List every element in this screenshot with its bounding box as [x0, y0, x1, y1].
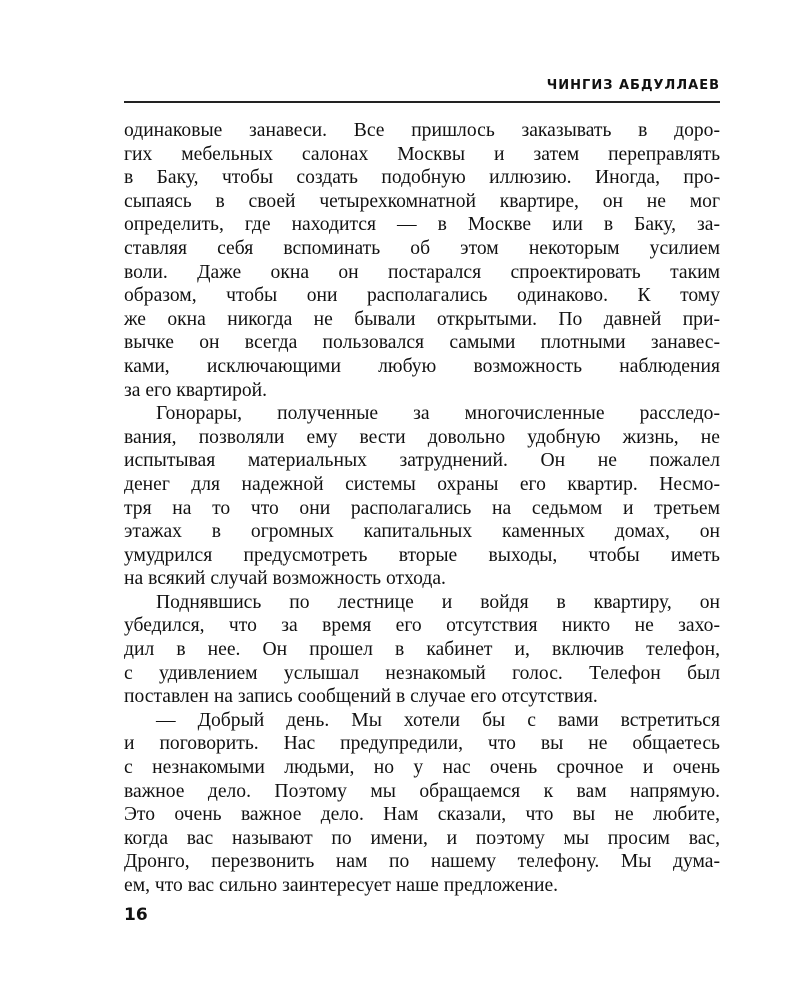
text-line: гих мебельных салонах Москвы и затем переправлять [124, 143, 720, 165]
text-line: вания, позволяли ему вести довольно удобную жизнь, не [124, 426, 720, 448]
text-line: испытывая материальных затруднений. Он не пожалел [124, 450, 720, 472]
text-line: же окна никогда не бывали открытыми. По давней при- [124, 308, 720, 330]
text-line: ками, исключающими любую возможность наблюдения [124, 355, 720, 377]
text-line: воли. Даже окна он постарался спроектировать таким [124, 261, 720, 283]
text-line: за его квартирой. [124, 379, 268, 401]
text-line: вычке он всегда пользовался самыми плотными занавес- [124, 332, 720, 354]
text-line: с удивлением услышал незнакомый голос. Телефон был [124, 662, 720, 684]
paragraph-2 [124, 402, 720, 591]
paragraph-1 [124, 119, 720, 402]
body-text [124, 119, 720, 898]
running-header: ЧИНГИЗ АБДУЛЛАЕВ [546, 78, 720, 93]
text-line: определить, где находится — в Москве или в Баку, за- [124, 214, 720, 236]
text-line: ем, что вас сильно заинтересует наше предложение. [124, 875, 559, 896]
text-line: дил в нее. Он прошел в кабинет и, включив телефон, [124, 639, 720, 661]
text-line: — Добрый день. Мы хотели бы с вами встретиться [156, 709, 720, 731]
text-line: убедился, что за время его отсутствия никто не захо- [124, 615, 720, 637]
text-line: Поднявшись по лестнице и войдя в квартиру, он [156, 591, 720, 613]
paragraph-4 [124, 709, 720, 898]
text-line: ставляя себя вспоминать об этом некоторым усилием [124, 237, 720, 259]
text-line: Дронго, перезвонить нам по нашему телефону. Мы дума- [124, 851, 720, 873]
text-line: поставлен на запись сообщений в случае его отсутствия. [124, 686, 598, 708]
text-line: и поговорить. Нас предупредили, что вы не общаетесь [124, 733, 720, 755]
paragraph-3 [124, 591, 720, 709]
text-line: тря на то что они располагались на седьмом и третьем [124, 497, 720, 519]
text-line: в Баку, чтобы создать подобную иллюзию. Иногда, про- [124, 167, 720, 189]
text-line: важное дело. Поэтому мы обращаемся к вам напрямую. [124, 780, 720, 802]
text-line: сыпаясь в своей четырехкомнатной квартире, он не мог [124, 190, 720, 212]
header-rule [124, 101, 720, 103]
text-line: Гонорары, полученные за многочисленные расследо- [156, 403, 720, 425]
text-line: когда вас называют по имени, и поэтому мы просим вас, [124, 827, 720, 849]
text-line: образом, чтобы они располагались одинаково. К тому [124, 285, 720, 307]
text-line: на всякий случай возможность отхода. [124, 568, 446, 590]
text-line: с незнакомыми людьми, но у нас очень срочное и очень [124, 757, 720, 779]
text-line: Это очень важное дело. Нам сказали, что вы не любите, [124, 804, 720, 826]
page-number: 16 [124, 905, 148, 925]
text-line: этажах в огромных капитальных каменных домах, он [124, 521, 720, 543]
text-line: одинаковые занавеси. Все пришлось заказывать в доро- [124, 120, 720, 141]
text-line: денег для надежной системы охраны его квартир. Несмо- [124, 473, 720, 495]
text-line: умудрился предусмотреть вторые выходы, чтобы иметь [124, 544, 720, 566]
